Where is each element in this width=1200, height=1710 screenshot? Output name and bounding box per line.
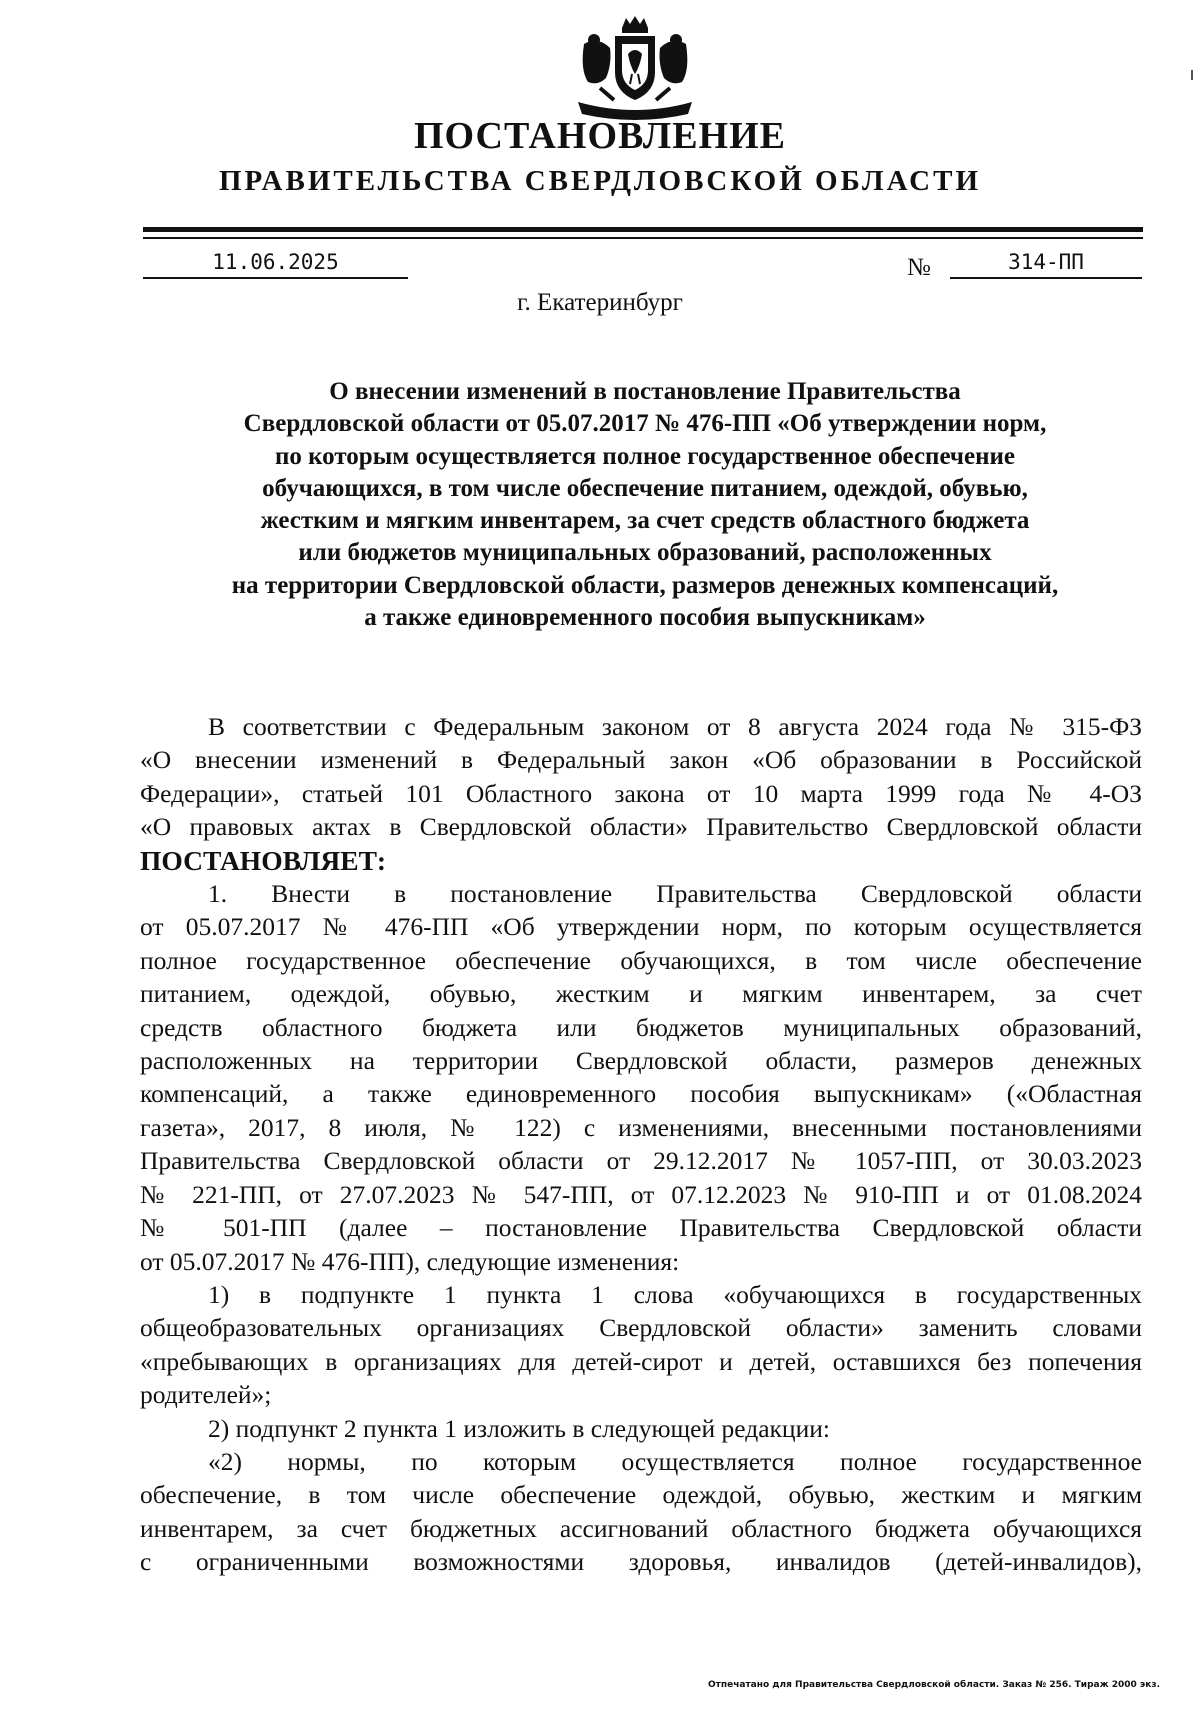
body-line: компенсаций, а также единовременного пособия выпускникам» («Областная (140, 1079, 1142, 1109)
body-line: от 05.07.2017 № 476-ПП), следующие изменения: (140, 1246, 680, 1276)
title-line: жестким и мягким инвентарем, за счет средств областного бюджета (260, 507, 1030, 535)
body-line: с ограниченными возможностями здоровья, инвалидов (детей-инвалидов), (140, 1547, 1142, 1577)
body-line-resolves: ПОСТАНОВЛЯЕТ: (140, 844, 387, 876)
body-line: Правительства Свердловской области от 29.12.2017 № 1057-ПП, от 30.03.2023 (140, 1146, 1142, 1176)
body-line: общеобразовательных организациях Свердловской области» заменить словами (140, 1313, 1142, 1343)
document-date: 11.06.2025 (143, 250, 408, 279)
body-line: 2) подпункт 2 пункта 1 изложить в следующей редакции: (208, 1413, 830, 1443)
body-line: Федерации», статьей 101 Областного закона от 10 марта 1999 года № 4-ОЗ (140, 778, 1142, 808)
title-line: на территории Свердловской области, размеров денежных компенсаций, (231, 571, 1059, 599)
header-rule-thin (143, 237, 1143, 239)
print-footer: Отпечатано для Правительства Свердловской области. Заказ № 256. Тираж 2000 экз. (708, 1680, 1160, 1690)
body-line: № 501-ПП (далее – постановление Правительства Свердловской области (140, 1213, 1142, 1243)
title-line: обучающихся, в том числе обеспечение питанием, одеждой, обувью, (262, 474, 1028, 502)
body-line: «О правовых актах в Свердловской области» Правительство Свердловской области (140, 812, 1142, 842)
header-rule-thick (143, 227, 1143, 232)
body-line: газета», 2017, 8 июля, № 122) с изменениями, внесенными постановлениями (140, 1112, 1142, 1142)
title-line: а также единовременного пособия выпускникам» (364, 604, 926, 632)
body-line: «пребывающих в организациях для детей-сирот и детей, оставшихся без попечения (140, 1346, 1142, 1376)
body-line: от 05.07.2017 № 476-ПП «Об утверждении норм, по которым осуществляется (140, 912, 1142, 942)
body-line: 1. Внести в постановление Правительства Свердловской области (208, 879, 1142, 909)
body-line: обеспечение, в том числе обеспечение одеждой, обувью, жестким и мягким (140, 1480, 1142, 1510)
body-line: расположенных на территории Свердловской области, размеров денежных (140, 1046, 1142, 1076)
document-body (140, 710, 1142, 1579)
document-title (150, 376, 1140, 634)
body-line: «2) нормы, по которым осуществляется полное государственное (208, 1446, 1142, 1476)
document-type: ПОСТАНОВЛЕНИЕ (413, 115, 787, 157)
body-line: полное государственное обеспечение обучающихся, в том числе обеспечение (140, 945, 1142, 975)
body-line: «О внесении изменений в Федеральный закон «Об образовании в Российской (140, 745, 1142, 775)
body-line: инвентарем, за счет бюджетных ассигнований областного бюджета обучающихся (140, 1513, 1142, 1543)
body-line: 1) в подпункте 1 пункта 1 слова «обучающихся в государственных (208, 1279, 1142, 1309)
body-line: средств областного бюджета или бюджетов муниципальных образований, (140, 1012, 1142, 1042)
body-line: № 221-ПП, от 27.07.2023 № 547-ПП, от 07.12.2023 № 910-ПП и от 01.08.2024 (140, 1179, 1142, 1209)
body-line: родителей»; (140, 1380, 272, 1410)
number-sign: № (907, 254, 931, 281)
body-line: питанием, одеждой, обувью, жестким и мягким инвентарем, за счет (140, 979, 1142, 1009)
body-line: В соответствии с Федеральным законом от 8 августа 2024 года № 315-ФЗ (208, 712, 1142, 741)
issuing-authority: ПРАВИТЕЛЬСТВА СВЕРДЛОВСКОЙ ОБЛАСТИ (218, 165, 982, 197)
coat-of-arms-emblem (570, 14, 700, 126)
title-line: Свердловской области от 05.07.2017 № 476-ПП «Об утверждении норм, (243, 410, 1047, 438)
document-city: г. Екатеринбург (517, 289, 683, 316)
title-line: или бюджетов муниципальных образований, расположенных (298, 539, 992, 567)
title-line: по которым осуществляется полное государственное обеспечение (274, 442, 1016, 470)
document-number: 314-ПП (950, 250, 1142, 279)
margin-mark (1191, 70, 1193, 80)
title-line: О внесении изменений в постановление Правительства (329, 378, 961, 405)
